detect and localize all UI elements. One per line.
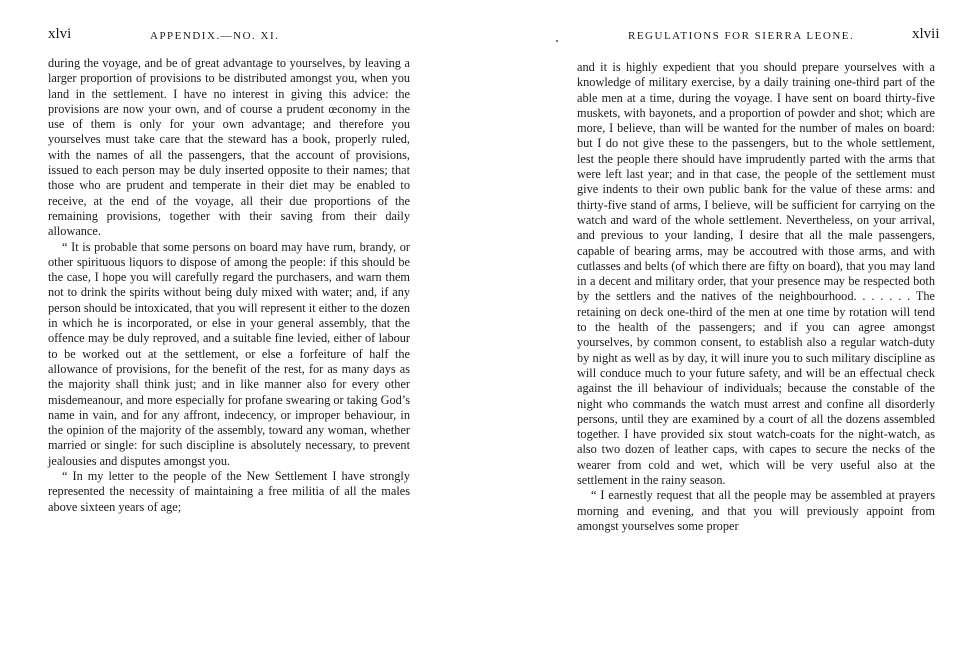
- right-page: [490, 0, 980, 665]
- gutter-dot: [556, 40, 558, 42]
- left-paragraph-2: “ It is probable that some persons on board may have rum, brandy, or other spirituous liquors to dispose of among the people: if this should be the case, I hope you will carefully regard the purchasers, and warn them not to drink the spirits without being duly mixed with water; and, if any person should be intoxicated, that you will represent it either to the dozen in which he is incorporated, or else in your general assembly, that the offence may be duly reproved, and a suitable fine levied, either of labour to be worked out at the settlement, or else a forfeiture of half the allowance of provisions, for the benefit of the rest, for as many days as the majority shall think just; and in like manner also for every other misdemeanour, and more especially for profane swearing or taking God’s name in vain, and for any affront, indecency, or improper behaviour, in the opinion of the majority of the assembly, toward any woman, whether married or single: for such discipline is absolutely necessary, to prevent jealousies and disputes amongst you.: [48, 239, 410, 468]
- left-body-text: [48, 56, 410, 515]
- right-running-head: REGULATIONS FOR SIERRA LEONE.: [628, 30, 855, 42]
- right-paragraph-1: and it is highly expedient that you should prepare yourselves with a knowledge of military exercise, by a daily training one-third part of the able men at a time, during the voyage. I have sent on board thirty-five muskets, with bayonets, and a proportion of powder and shot; which are more, I believe, than will be wanted for the number of males on board: but I do not give these to the passengers, but to the whole settlement, lest the people there should have imprudently parted with the arms that were left last year; and in that case, the people of the settlement must give indents to their own public bank for the value of these arms: and thirty-five stand of arms, I believe, will be sufficient for carrying on the watch and ward of the whole settlement. Nevertheless, on your arrival, and previous to your landing, I desire that all the male passengers, capable of bearing arms, may be accoutred with those arms, and with cutlasses and belts (of which there are fifty on board), that you may land in a decent and military order, that your presence may be respected both by the settlers and the natives of the neighbourhood. . . . . . . The retaining on deck one-third of the men at one time by rotation will tend to the health of the passengers; and if you can agree amongst yourselves, by common consent, to establish also a regular watch-duty by night as well as by day, it will inure you to such military discipline as will conduce much to your future safety, and will be an effectual check against the ill behaviour of individuals; because the constable of the night who commands the watch must arrest and confine all disorderly persons, until they are examined by a court of all the dozens assembled together. I have provided six stout watch-coats for the night-watch, as also two dozen of leather caps, with capes to secure the necks of the wearer from cold and wet, which will be very useful also at the settlement in the rainy season.: [577, 60, 935, 488]
- left-paragraph-1: during the voyage, and be of great advantage to yourselves, by leaving a larger proportion of provisions to be distributed amongst you, when you land in the settlement. I have no interest in giving this advice: the provisions are now your own, and of course a prudent œconomy in the use of them is only for your own advantage; and therefore you yourselves must take care that the steward has a book, properly ruled, with the names of all the passengers, that the account of provisions, issued to each person may be duly inserted opposite to their names; that those who are prudent and temperate in their diet may be enabled to receive, at the end of the voyage, all their due proportions of the remaining provisions, together with their saving from their daily allowance.: [48, 56, 410, 239]
- right-body-text: [577, 60, 935, 534]
- left-running-head: APPENDIX.—NO. XI.: [150, 30, 280, 42]
- right-page-number: xlvii: [912, 26, 940, 42]
- left-paragraph-3: “ In my letter to the people of the New Settlement I have strongly represented the necessity of maintaining a free militia of all the males above sixteen years of age;: [48, 469, 410, 514]
- left-page-number: xlvi: [48, 26, 72, 42]
- right-paragraph-2: “ I earnestly request that all the people may be assembled at prayers morning and evening, and that you will previously appoint from amongst yourselves some proper: [577, 488, 935, 533]
